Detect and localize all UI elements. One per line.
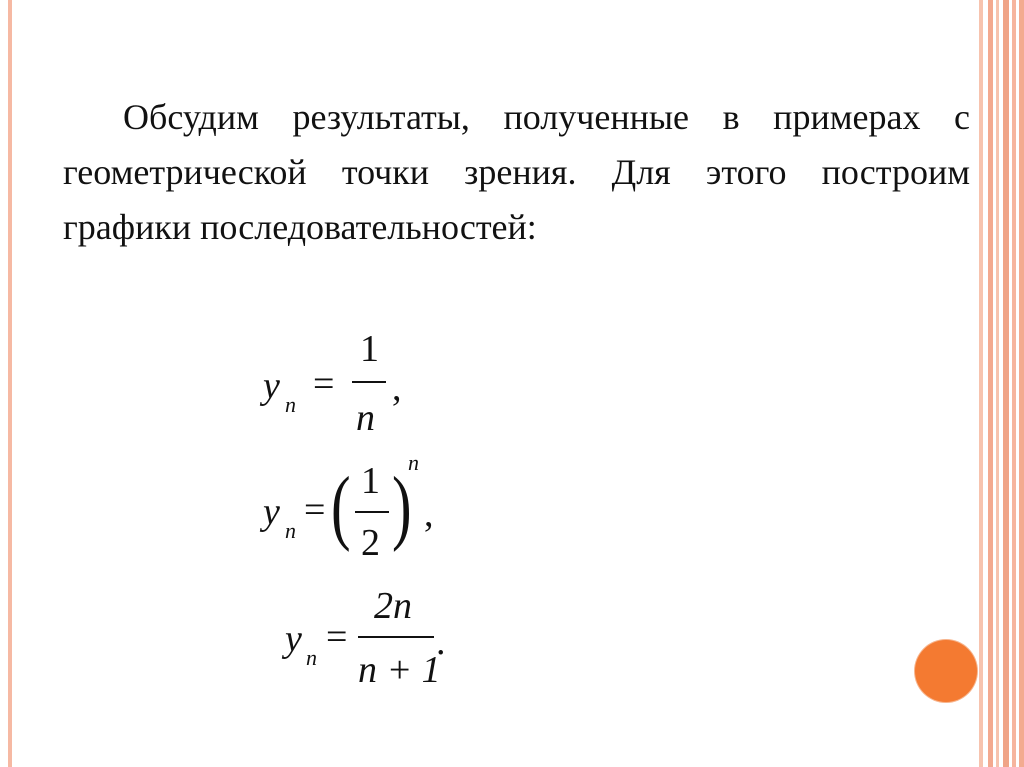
decor-stripe [1012,0,1016,767]
formula-3-numerator: 2n [374,585,412,627]
formula-3-denominator: n + 1 [358,649,441,691]
formula-3-fraction-bar [358,636,434,638]
formula-2-close-paren: ) [392,460,412,553]
formula-2-equals: = [304,489,326,531]
decor-stripe [979,0,983,767]
formula-1-denominator: n [356,397,375,439]
formula-2-open-paren: ( [331,460,351,553]
formula-1-numerator: 1 [360,328,379,370]
formula-3-var: y [285,618,302,660]
decor-stripe [996,0,999,767]
formula-1-subscript: n [285,392,296,417]
formula-2-exponent: n [408,450,419,475]
formula-1-equals: = [313,363,335,405]
formula-3-subscript: n [306,645,317,670]
formula-3-equals: = [326,616,348,658]
left-frame-line [8,0,12,767]
formula-1-fraction-bar [352,381,386,383]
formula-2-subscript: n [285,518,296,543]
decor-stripe [1003,0,1009,767]
formula-2-var: y [263,491,280,533]
intro-paragraph: Обсудим результаты, полученные в примерах с геометрической точки зрения. Для этого построим графики последовательностей: [63,97,970,247]
formula-1-var: y [263,365,280,407]
formula-2-numerator: 1 [361,460,380,502]
formula-2-comma: , [424,493,434,535]
formula-3-period: . [436,621,446,663]
formula-2-denominator: 2 [361,522,380,564]
decor-stripe [1019,0,1024,767]
decor-orange-circle [915,640,977,702]
decor-stripe [988,0,993,767]
formula-1-comma: , [392,367,402,409]
formula-2-fraction-bar [355,511,389,513]
